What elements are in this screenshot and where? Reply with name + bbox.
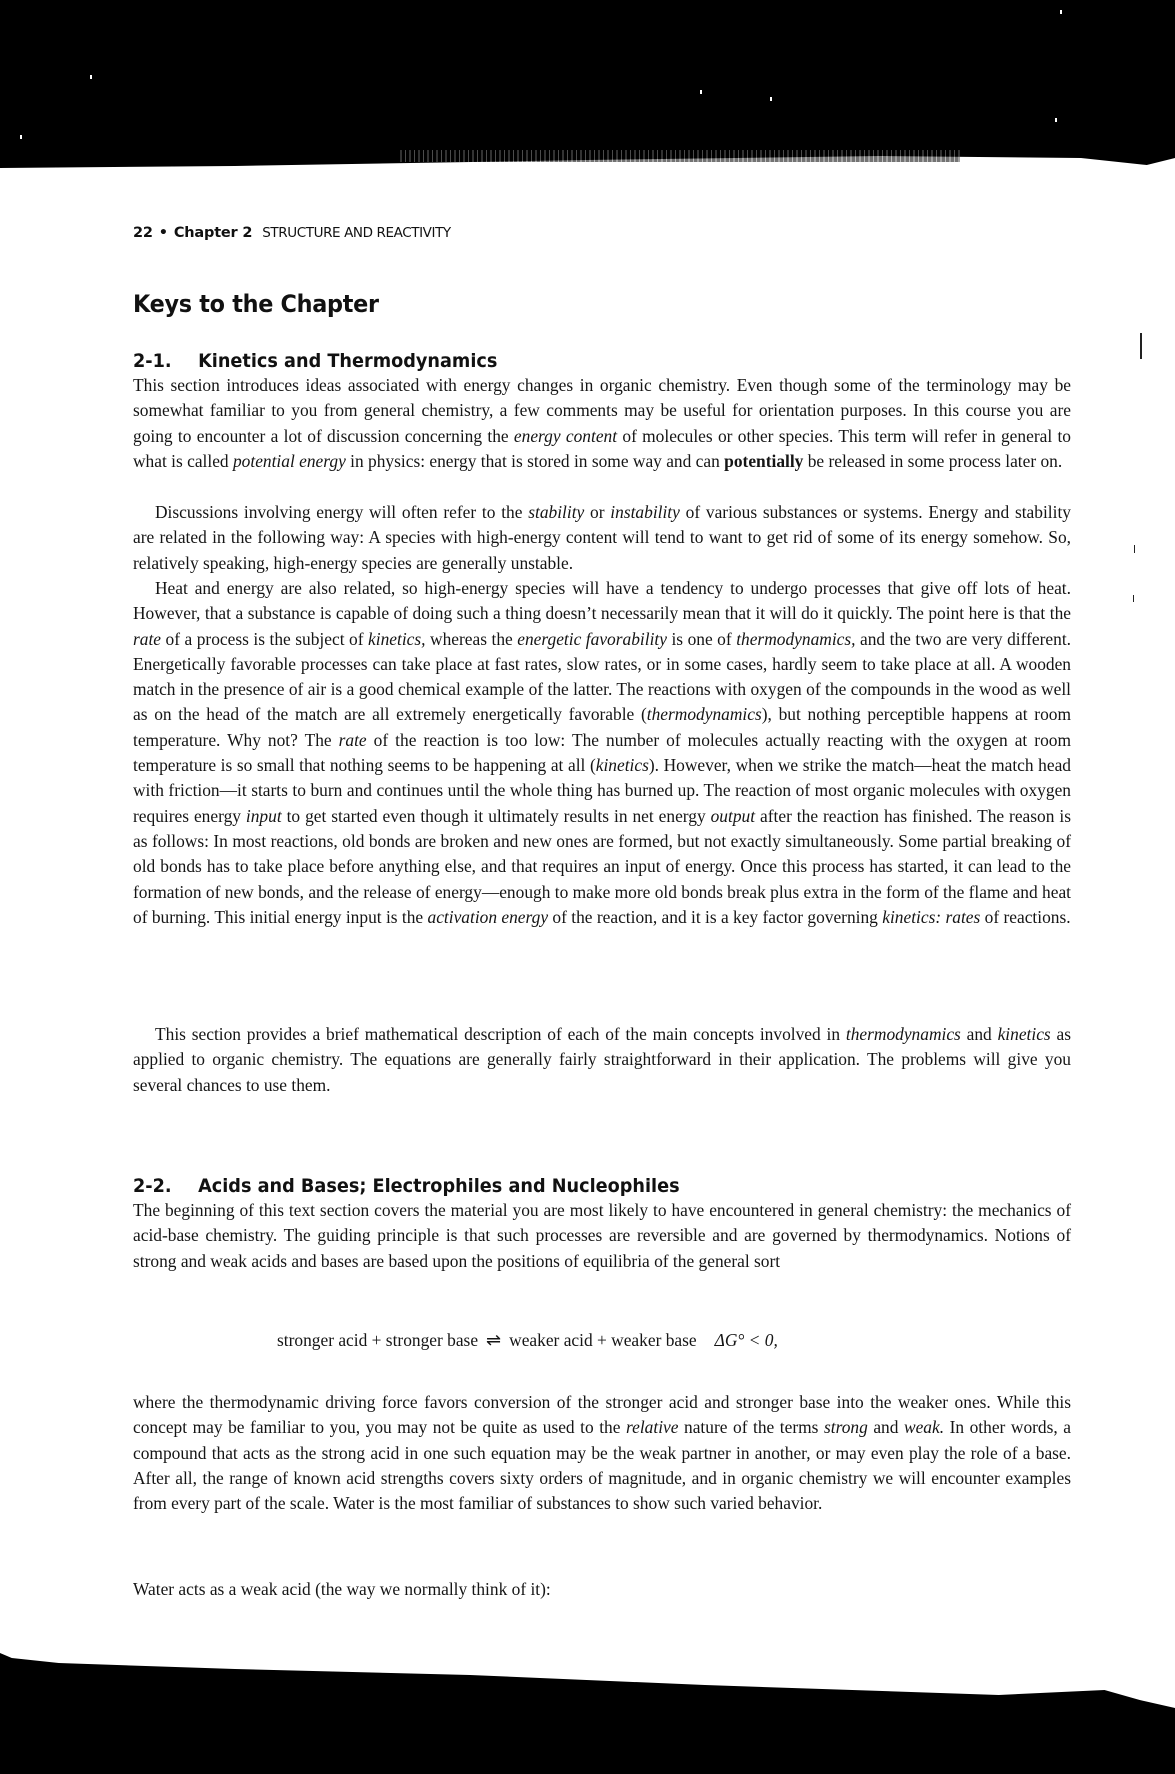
emphasis-italic: stability [528,502,585,522]
text-run: or [584,502,611,522]
emphasis-italic: activation energy [427,906,549,927]
margin-mark [1133,595,1134,602]
text-run: ), but nothing perceptible happens at room temperature. Why not? The [133,704,1071,750]
text-run: The beginning of this text section covers the material you are most likely to have encountered in general chemistry: the mechanics of acid-base chemistry. The guiding principle is that such processes are reversible and are governed by thermodynamics. Notions of strong and weak acids and bases are based upon the positions of equilibria of the general sort [133,1200,1071,1271]
text-run: of the reaction, and it is a key factor governing [548,906,883,927]
emphasis-italic: output [710,805,756,826]
running-head [133,225,451,241]
bullet-separator: • [158,225,168,241]
page-number: 22 [133,225,153,241]
section-heading-2-2 [133,1175,680,1197]
margin-mark [1134,545,1135,553]
scan-speck [770,97,772,101]
emphasis-bold: potentially [724,450,804,471]
emphasis-italic: kinetics, [368,628,426,649]
section-number: 2-2. [133,1175,172,1197]
acid-base-equilibrium-equation [277,1330,977,1351]
emphasis-italic: instability [610,502,680,522]
text-run: and [960,1024,998,1044]
text-run: where the thermodynamic driving force favors conversion of the stronger acid and stronger base into the weaker ones. While this concept may be familiar to you, you may not be quite as used to the [133,1392,1071,1438]
paragraph [133,1022,1071,1098]
paragraph [133,576,1071,930]
paragraph [133,500,1071,576]
emphasis-italic: kinetics [997,1024,1051,1044]
scan-speck [90,75,92,79]
section-title: Kinetics and Thermodynamics [198,350,498,372]
text-run: and [867,1417,904,1438]
text-run: of various substances or systems. Energy and stability are related in the following way: A species with high-energy content will tend to want to get rid of some of its energy somehow. So, relatively speaking, high-energy species are generally unstable. [133,502,1071,573]
emphasis-italic: input [245,805,282,826]
text-run: nature of the terms [678,1417,824,1438]
equation-condition: ΔG° < 0, [714,1330,778,1350]
text-run: Discussions involving energy will often refer to the [155,502,529,522]
text-run: Water acts as a weak acid (the way we normally think of it): [133,1579,551,1599]
text-run: as applied to organic chemistry. The equations are generally fairly straightforward in their application. The problems will give you several chances to use them. [133,1024,1072,1095]
emphasis-italic: energy content [513,425,618,446]
scan-speck [1055,118,1057,122]
text-run: in physics: energy that is stored in some way and can [345,450,725,471]
emphasis-italic: potential energy [232,450,346,471]
text-run: of the reaction is too low: The number of molecules actually reacting with the oxygen at room temperature is so small that nothing seems to be happening at all ( [133,729,1071,776]
chapter-heading: Keys to the Chapter [133,290,379,318]
equation-products: weaker acid + weaker base [509,1330,697,1350]
chapter-title: STRUCTURE AND REACTIVITY [262,225,451,241]
emphasis-italic: relative [626,1417,679,1438]
section-number: 2-1. [133,350,172,372]
equilibrium-arrow-icon: ⇌ [486,1330,502,1350]
emphasis-italic: thermodynamics [646,704,762,725]
scan-speck [1060,10,1062,14]
text-run: Heat and energy are also related, so high-energy species will have a tendency to undergo processes that give off lots of heat. However, that a substance is capable of doing such a thing doesn’t necessarily mean that it will do it quickly. The point here is that the [133,578,1071,624]
text-run: be released in some process later on. [803,450,1063,471]
emphasis-italic: rate [338,729,367,750]
text-run: of a process is the subject of [161,628,369,649]
text-run: ). However, when we strike the match—heat the match head with friction—it starts to burn and continues until the whole thing has burned up. The reaction of most organic molecules with oxygen requires energy [133,755,1071,826]
text-run: of molecules or other species. This term will refer in general to what is called [133,425,1071,471]
emphasis-italic: kinetics: rates [882,906,981,927]
paragraph [133,373,1071,474]
scan-speck [700,90,702,94]
equation-reactants: stronger acid + stronger base [277,1330,479,1350]
paragraph [133,1198,1071,1274]
paragraph [133,1390,1071,1516]
scan-speck [20,135,22,139]
text-run: In other words, a compound that acts as the strong acid in one such equation may be the weak partner in another, or may even play the role of a base. After all, the range of known acid strengths covers sixty orders of magnitude, and in organic chemistry we will encounter examples from every part of the scale. Water is the most familiar of substances to show such varied behavior. [133,1417,1071,1514]
emphasis-italic: thermodynamics [845,1024,961,1044]
emphasis-italic: thermodynamics, [736,628,856,649]
text-run: whereas the [425,628,518,649]
text-run: of reactions. [980,906,1071,927]
emphasis-italic: energetic favorability [517,628,667,649]
emphasis-italic: rate [133,628,162,649]
text-run: after the reaction has finished. The reason is as follows: In most reactions, old bonds are broken and new ones are formed, but not exactly simultaneously. Some partial breaking of old bonds has to take place before anything else, and that requires an input of energy. Once this process has started, it can lead to the formation of new bonds, and the release of energy—enough to make more old bonds break plus extra in the form of the flame and heat of burning. This initial energy input is the [133,805,1071,927]
emphasis-italic: kinetics [595,755,649,776]
scan-gutter-noise [400,150,960,162]
emphasis-italic: strong [823,1417,868,1438]
section-title: Acids and Bases; Electrophiles and Nucleophiles [198,1175,680,1197]
emphasis-italic: weak. [903,1417,945,1438]
margin-mark [1140,333,1142,359]
text-run: This section provides a brief mathematical description of each of the main concepts involved in [155,1024,846,1044]
text-run: is one of [666,628,737,649]
chapter-label: Chapter 2 [173,225,253,241]
text-run: to get started even though it ultimately results in net energy [281,805,711,826]
section-heading-2-1 [133,350,497,372]
text-run: This section introduces ideas associated with energy changes in organic chemistry. Even though some of the terminology may be somewhat familiar to you from general chemistry, a few comments may be useful for orientation purposes. In this course you are going to encounter a lot of discussion concerning the [133,375,1071,446]
text-run: and the two are very different. Energetically favorable processes can take place at fast rates, slow rates, or in some cases, hardly seem to take place at all. A wooden match in the presence of air is a good chemical example of the latter. The reactions with oxygen of the compounds in the wood as well as on the head of the match are all extremely energetically favorable ( [133,628,1072,725]
paragraph [133,1577,1071,1602]
